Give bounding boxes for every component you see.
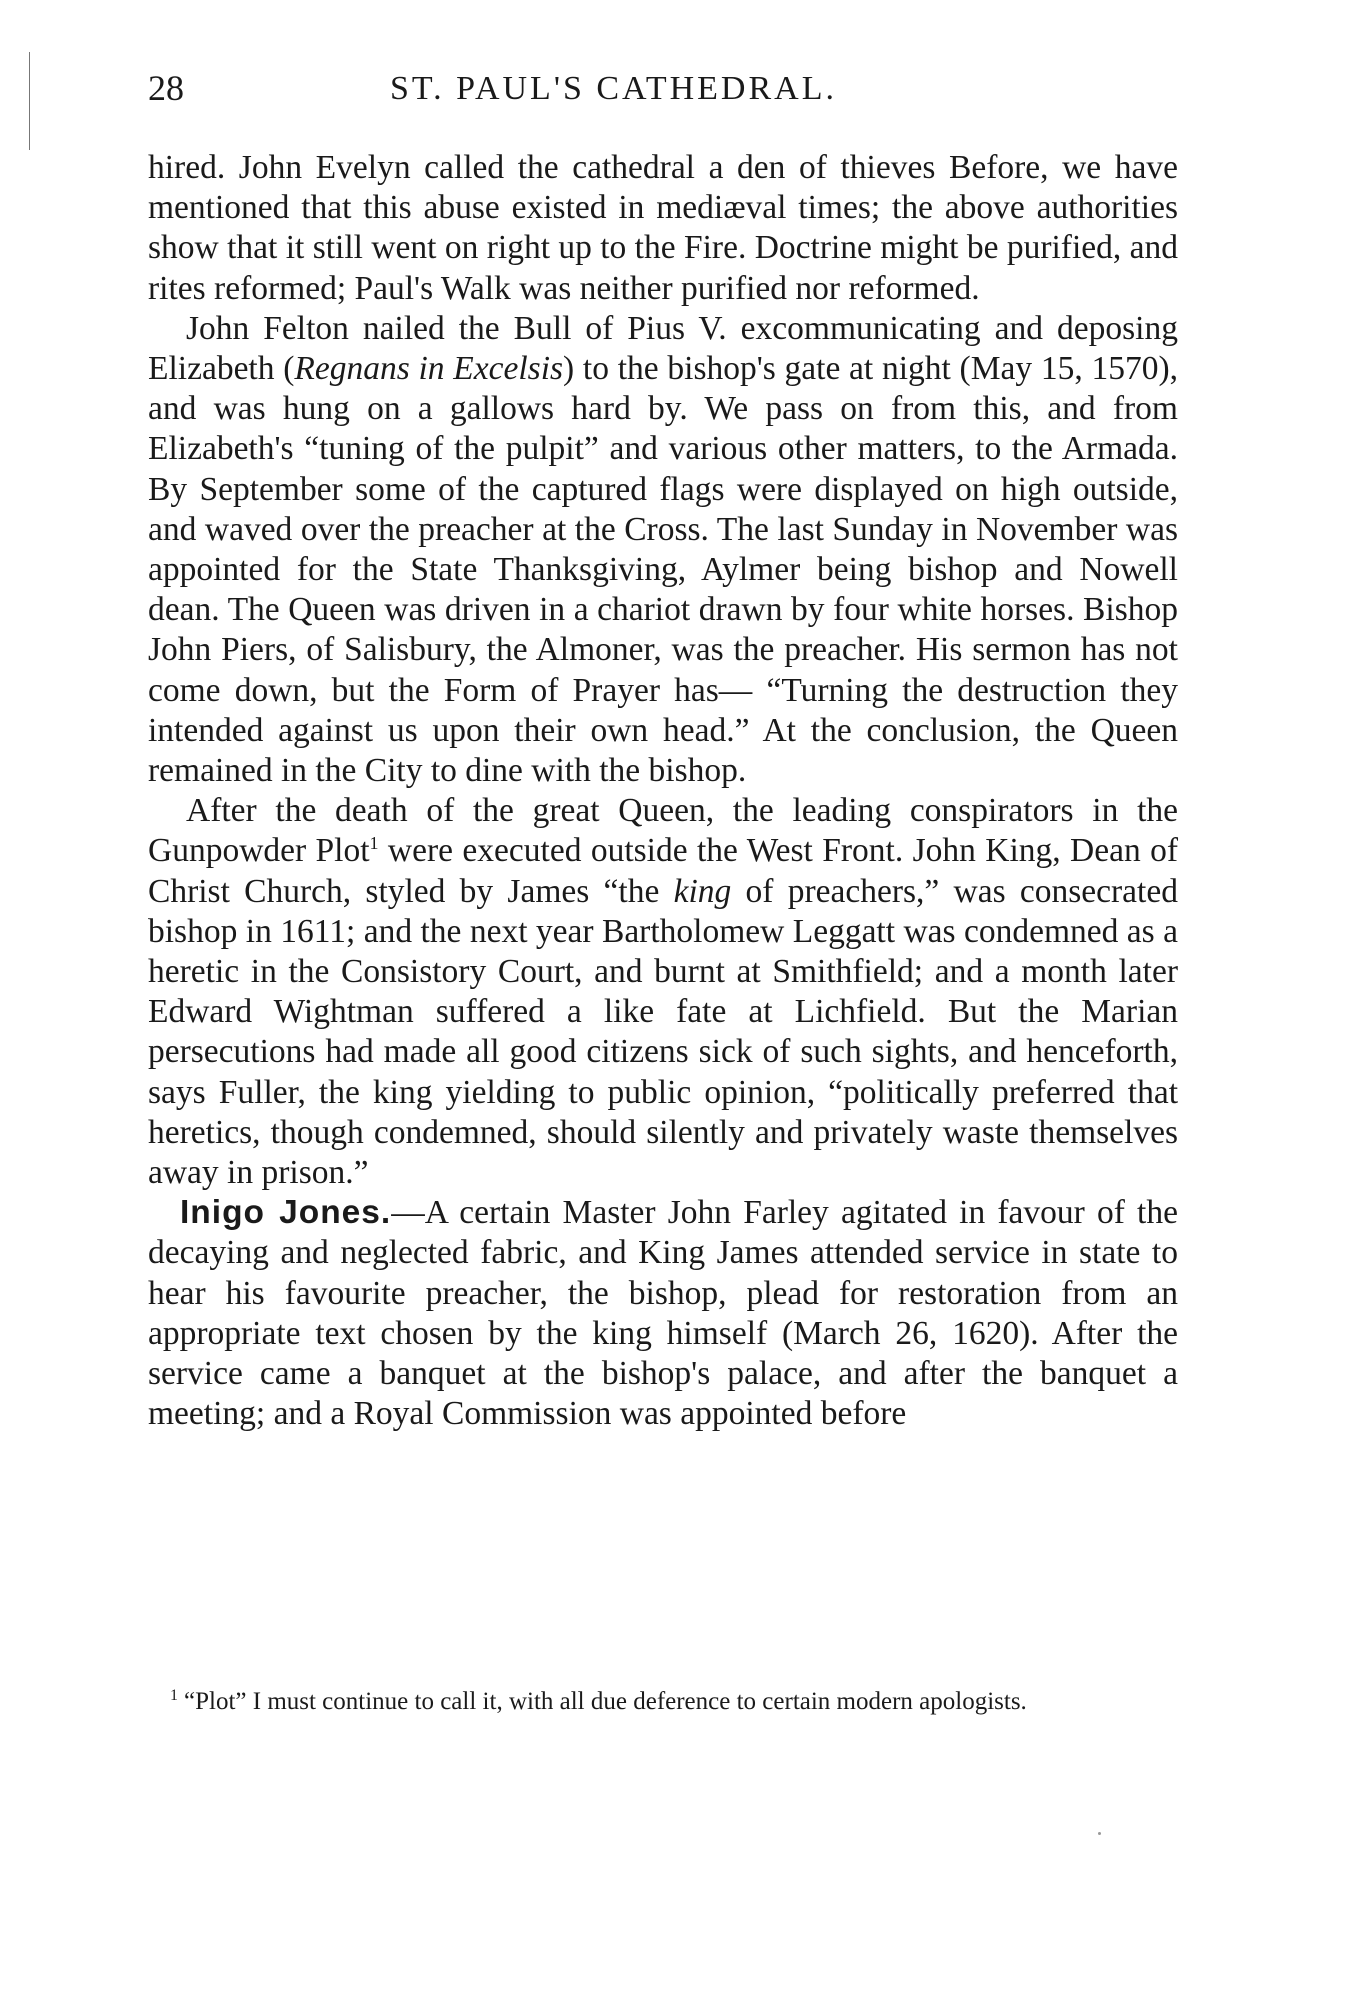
footnote-reference: 1: [369, 833, 379, 854]
paragraph-2-text-start: John Felton nailed the Bull of Pius V. excommunicating and deposing Elizabeth (: [148, 309, 1178, 388]
paragraph-3: [148, 791, 1178, 1193]
footnote-mark: 1: [170, 1686, 178, 1704]
running-title: ST. PAUL'S CATHEDRAL.: [390, 70, 837, 107]
page-number: 28: [148, 68, 184, 108]
paragraph-2: [148, 309, 1178, 791]
margin-rule: [29, 52, 30, 150]
paragraph-4: [148, 1193, 1178, 1434]
paragraph-2-text-end: ) to the bishop's gate at night (May 15, 1570), and was hung on a gallows hard by. We pass on from this, and from Elizabeth's “tuning of the pulpit” and various other matters, to the Armada. By September some of the captured flags were displayed on high outside, and waved over the preacher at the Cross. The last Sunday in November was appointed for the State Thanksgiving, Aylmer being bishop and Nowell dean. The Queen was driven in a chariot drawn by four white horses. Bishop John Piers, of Salisbury, the Almoner, was the preacher. His sermon has not come down, but the Form of Prayer has— “Turning the destruction they intended against us upon their own head.” At the conclusion, the Queen remained in the City to dine with the bishop.: [148, 350, 1178, 790]
paper-speck: [1098, 1832, 1101, 1835]
italic-word: king: [673, 872, 732, 910]
footnote: [148, 1685, 1178, 1718]
italic-title: Regnans in Excelsis: [294, 350, 564, 388]
paragraph-3-text-end: of preachers,” was consecrated bishop in 1611; and the next year Bartholomew Leggatt was condemned as a heretic in the Consistory Court, and burnt at Smithfield; and a month later Edward Wightman suffered a like fate at Lichfield. But the Marian persecutions had made all good citizens sick of such sights, and henceforth, says Fuller, the king yielding to public opinion, “politically preferred that heretics, though condemned, should silently and privately waste themselves away in prison.”: [148, 872, 1178, 1192]
paragraph-3-text-start: After the death of the great Queen, the leading conspirators in the Gunpowder Plot: [148, 792, 1178, 870]
body-text: [148, 148, 1178, 1435]
paragraph-3-text-middle: were executed outside the West Front. John King, Dean of Christ Church, styled by James “the: [148, 832, 1179, 910]
paragraph-4-text: —A certain Master John Farley agitated in favour of the decaying and neglected fabric, and King James attended service in state to hear his favourite preacher, the bishop, plead for restoration from an appropriate text chosen by the king himself (March 26, 1620). After the service came a banquet at the bishop's palace, and after the banquet a meeting; and a Royal Commission was appointed before: [148, 1194, 1178, 1433]
section-heading: Inigo Jones.: [180, 1194, 392, 1232]
paragraph-1: hired. John Evelyn called the cathedral a den of thieves Before, we have mentioned that this abuse existed in mediæval times; the above authorities show that it still went on right up to the Fire. Doctrine might be purified, and rites reformed; Paul's Walk was neither purified nor reformed.: [148, 149, 1178, 307]
footnote-text: “Plot” I must continue to call it, with all due deference to certain modern apologists.: [184, 1688, 1027, 1715]
